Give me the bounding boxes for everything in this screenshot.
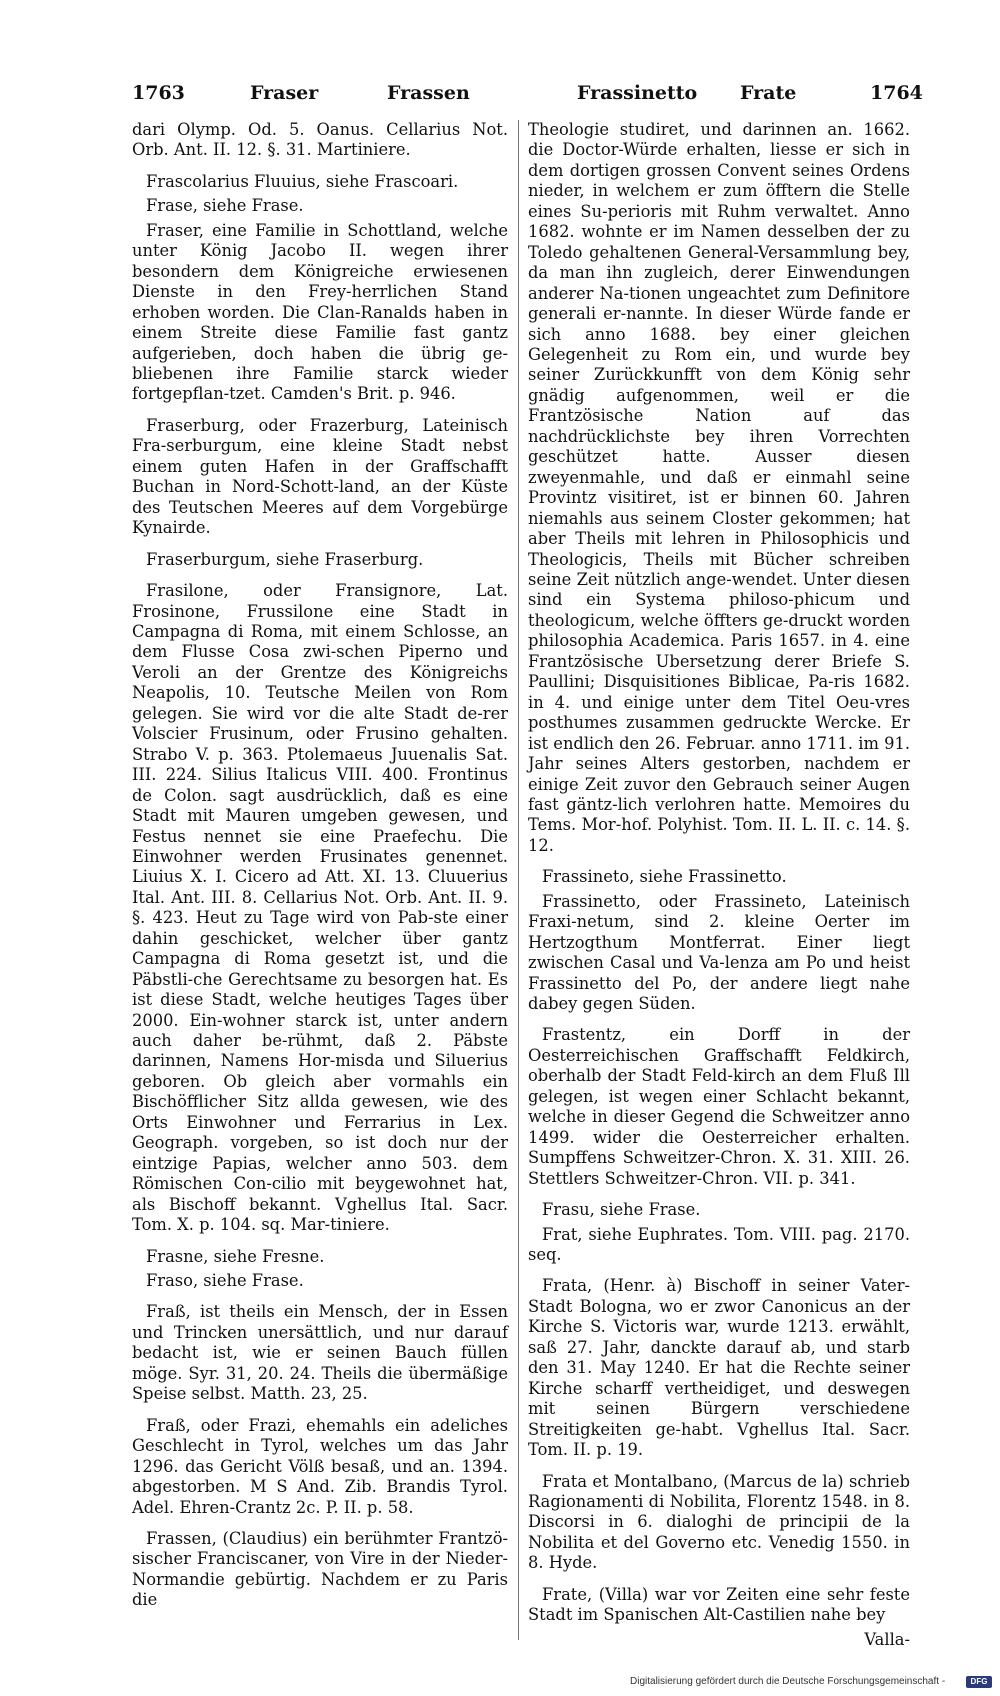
entry-fraserburg: Fraserburg, oder Frazerburg, Lateinisch Fra-serburgum, eine kleine Stadt nebst einem guten Hafen in der Graffschafft Buchan in Nord-Schott-land, an der Küste des Teutschen Meeres auf dem Vorgebürge Kynairde. xyxy=(132,415,508,538)
header-word-frassinetto: Frassinetto xyxy=(577,82,698,104)
entry-frasilone: Frasilone, oder Fransignore, Lat. Frosinone, Frussilone eine Stadt in Campagna di Roma, mit einem Schlosse, an dem Flusse Cosa zwi-schen Piperno und Veroli an der Grentze des Königreichs Neapolis, 10. Teutsche Meilen von Rom gelegen. Sie wird vor die alte Stadt de-rer Volscier Frusinum, oder Frusino gehalten. Strabo V. p. 363. Ptolemaeus Juuenalis Sat. III. 224. Silius Italicus VIII. 400. Frontinus de Colon. sagt ausdrücklich, daß es eine Stadt mit Mauren umgeben gewesen, und Festus nennet sie eine Praefechu. Die Einwohner werden Frusinates genennet. Liuius X. I. Cicero ad Att. XI. 13. Cluuerius Ital. Ant. III. 8. Cellarius Not. Orb. Ant. II. 9. §. 423. Heut zu Tage wird von Pab-ste einer dahin geschicket, welcher über gantz Campagna di Roma gesetzt ist, und die Päbstli-che Gerechtsame zu besorgen hat. Es ist diese Stadt, welche heutiges Tages über 2000. Ein-wohner starck ist, unter andern auch daher be-rühmt, daß 2. Päbste darinnen, Namens Hor-misda und Siluerius geboren. Ob gleich aber vormahls ein Bischöfflicher Sitz allda gewesen, wie des Orts Einwohner und Ferrarius in Lex. Geograph. vorgeben, so ist doch nur der eintzige Papias, welcher anno 503. dem Römischen Con-cilio mit beygewohnet hat, als Bischoff bekannt. Vghellus Ital. Sacr. Tom. X. p. 104. sq. Mar-tiniere. xyxy=(132,581,508,1235)
header-word-frassen: Frassen xyxy=(387,82,470,104)
entry-continuation: dari Olymp. Od. 5. Oanus. Cellarius Not. Orb. Ant. II. 12. §. 31. Martiniere. xyxy=(132,120,508,160)
entry-frata: Frata, (Henr. à) Bischoff in seiner Vater-Stadt Bologna, wo er zwor Canonicus an der Kirche S. Victoris war, wurde 1213. erwählt, saß 27. Jahr, danckte darauf ab, und starb den 31. May 1240. Er hat die Rechte seiner Kirche scharff vertheidiget, und deswegen mit seinen Bürgern verschiedene Streitigkeiten ge-habt. Vghellus Ital. Sacr. Tom. II. p. 19. xyxy=(528,1276,910,1460)
entry-fraserburgum: Fraserburgum, siehe Fraserburg. xyxy=(146,549,424,569)
entry-frasne: Frasne, siehe Fresne. xyxy=(146,1246,325,1266)
entry-frassineto: Frassineto, siehe Frassinetto. xyxy=(542,867,787,887)
dfg-logo: DFG xyxy=(966,1676,992,1688)
digitization-credit: Digitalisierung gefördert durch die Deutsche Forschungsgemeinschaft - xyxy=(630,1676,946,1687)
entry-fraser: Fraser, eine Familie in Schottland, welche unter König Jacobo II. wegen ihrer besondern dem Königreiche erwiesenen Dienste in den Frey-herrlichen Stand erhoben worden. Die Clan-Ranalds haben in einem Streite diese Familie fast gantz aufgerieben, doch haben die übrig ge-bliebenen ihre Familie starck wieder fortgepflan-tzet. Camden's Brit. p. 946. xyxy=(132,220,508,404)
running-header xyxy=(132,82,923,112)
right-column xyxy=(528,120,910,1650)
entry-frate: Frate, (Villa) war vor Zeiten eine sehr feste Stadt im Spanischen Alt-Castilien nahe bey xyxy=(528,1584,910,1625)
entry-frass-2: Fraß, oder Frazi, ehemahls ein adeliches Geschlecht in Tyrol, welches um das Jahr 1296. das Gericht Völß besaß, und an. 1394. abgestorben. M S And. Zib. Brandis Tyrol. Adel. Ehren-Crantz 2c. P. II. p. 58. xyxy=(132,1415,508,1517)
entry-frasu: Frasu, siehe Frase. xyxy=(542,1200,701,1220)
left-column xyxy=(132,120,508,1622)
entry-frastentz: Frastentz, ein Dorff in der Oesterreichischen Graffschafft Feldkirch, oberhalb der Stadt Feld-kirch an dem Fluß Ill gelegen, ist wegen einer Schlacht bekannt, welche in dieser Gegend die Schweitzer anno 1499. wider die Oesterreicher erhalten. Sumpffens Schweitzer-Chron. X. 31. XIII. 26. Stettlers Schweitzer-Chron. VII. p. 341. xyxy=(528,1025,910,1188)
entry-frass-1: Fraß, ist theils ein Mensch, der in Essen und Trincken unersättlich, und nur darauf bedacht ist, wie er seinen Bauch füllen möge. Syr. 31, 20. 24. Theils die übermäßige Speise selbst. Matth. 23, 25. xyxy=(132,1302,508,1404)
entry-frascolarius: Frascolarius Fluuius, siehe Frascoari. xyxy=(146,171,459,191)
column-divider xyxy=(518,120,519,1640)
catchword: Valla- xyxy=(864,1629,910,1649)
header-word-fraser: Fraser xyxy=(250,82,319,104)
page-number-left: 1763 xyxy=(132,82,185,104)
header-word-frate: Frate xyxy=(740,82,797,104)
entry-frassinetto: Frassinetto, oder Frassineto, Lateinisch Fraxi-netum, sind 2. kleine Oerter im Hertzogthum Montferrat. Einer liegt zwischen Casal und Va-lenza am Po und heist Frassinetto del Po, der andere liegt nahe dabey gegen Süden. xyxy=(528,891,910,1014)
entry-frata-montalbano: Frata et Montalbano, (Marcus de la) schrieb Ragionamenti di Nobilita, Florentz 1548. in 8. Discorsi in 6. dialoghi de principii de la Nobilita et del Governo etc. Venedig 1550. in 8. Hyde. xyxy=(528,1471,910,1573)
entry-frat: Frat, siehe Euphrates. Tom. VIII. pag. 2170. seq. xyxy=(528,1224,910,1265)
entry-frase: Frase, siehe Frase. xyxy=(146,196,304,216)
entry-frassen-continued: Theologie studiret, und darinnen an. 1662. die Doctor-Würde erhalten, liesse er sich in dem dortigen grossen Convent seines Ordens nieder, in welchem er zum öfftern die Stelle eines Su-perioris mit Ruhm verwaltet. Anno 1682. wohnte er im Namen desselben der zu Toledo gehaltenen General-Versammlung bey, da man ihn zugleich, derer Einwendungen anderer Na-tionen ungeachtet zum Definitore generali er-nannte. In dieser Würde fande er sich anno 1688. bey einer gleichen Gelegenheit zu Rom ein, und wurde bey seiner Zurückkunfft von dem König sehr gnädig aufgenommen, weil er die Frantzösische Nation auf das nachdrücklichste bey ihren Vorrechten geschützet hatte. Ausser diesen zweyenmahle, und daß er einmahl seine Provintz visitiret, ist er binnen 60. Jahren niemahls aus seinem Closter gekommen; hat aber Theils mit lehren in Philosophicis und Theologicis, Theils mit Bücher schreiben seine Zeit nützlich ange-wendet. Unter diesen sind ein Systema philoso-phicum und theologicum, welche öffters ge-druckt worden philosophia Academica. Paris 1657. in 4. eine Frantzösische Ubersetzung derer Briefe S. Paullini; Disquisitiones Biblicae, Pa-ris 1682. in 4. und einige unter dem Titel Oeu-vres posthumes zusammen gedruckte Wercke. Er ist endlich den 26. Februar. anno 1711. im 91. Jahr seines Alters gestorben, nachdem er einige Zeit zuvor den Gebrauch seiner Augen fast gäntz-lich verlohren hatte. Memoires du Tems. Mor-hof. Polyhist. Tom. II. L. II. c. 14. §. 12. xyxy=(528,120,910,855)
entry-frassen: Frassen, (Claudius) ein berühmter Frantzö-sischer Franciscaner, von Vire in der Nieder-Normandie gebürtig. Nachdem er zu Paris die xyxy=(132,1529,508,1610)
page-number-right: 1764 xyxy=(870,82,923,104)
entry-fraso: Fraso, siehe Frase. xyxy=(146,1271,304,1291)
